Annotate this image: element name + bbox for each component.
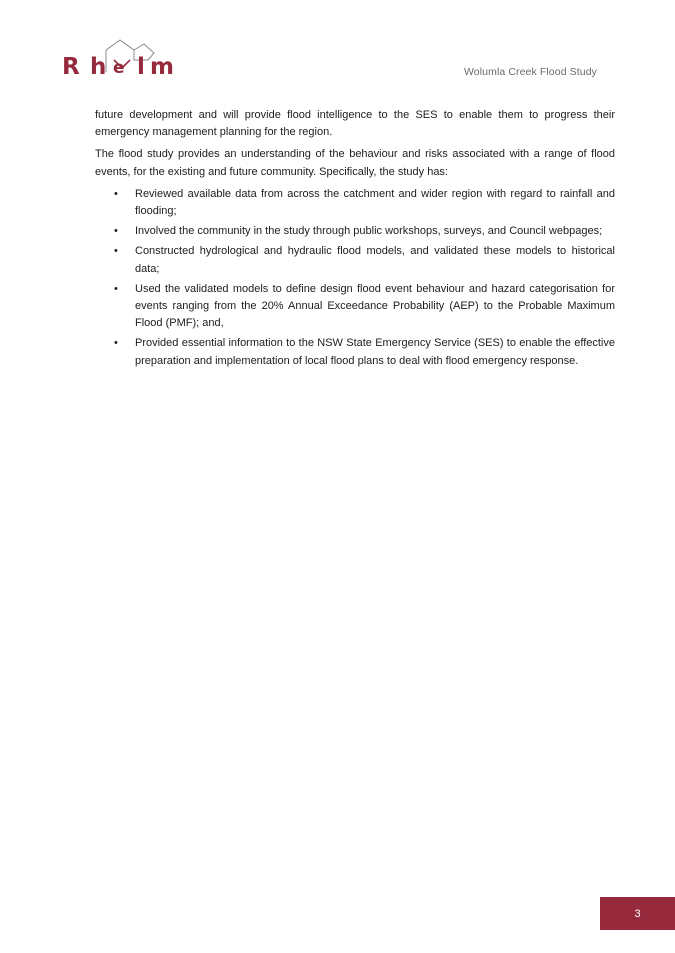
logo-letter-m: m <box>150 54 174 80</box>
logo-letter-e: e <box>113 58 125 78</box>
bullet-icon: • <box>114 225 118 238</box>
bullet-icon: • <box>114 245 118 258</box>
document-title: Wolumla Creek Flood Study <box>463 66 597 78</box>
logo-letter-l: l <box>137 54 145 80</box>
list-item-text: Used the validated models to define design flood event behaviour and hazard categorisation for events ranging from the 20% Annual Exceedance Probability (AEP) to the Probable Maximum Flood (PMF); and, <box>135 282 615 330</box>
list-item <box>95 335 615 369</box>
list-item-text: Involved the community in the study through public workshops, surveys, and Council webpages; <box>135 225 603 238</box>
bullet-icon: • <box>114 337 118 350</box>
logo-letter-h: h <box>90 54 107 80</box>
bullet-icon: • <box>114 282 118 295</box>
list-item <box>95 223 615 240</box>
bullet-icon: • <box>114 187 118 200</box>
bullet-list <box>95 186 615 370</box>
list-item-text: Provided essential information to the NSW State Emergency Service (SES) to enable the effective preparation and implementation of local flood plans to deal with flood emergency response. <box>135 337 615 367</box>
list-item <box>95 281 615 333</box>
paragraph: The flood study provides an understanding of the behaviour and risks associated with a range of flood events, for the existing and future community. Specifically, the study has: <box>95 148 615 178</box>
page-content <box>95 107 615 373</box>
logo-letter-r: R <box>62 54 80 80</box>
company-logo <box>60 36 180 80</box>
page-number-badge <box>600 897 675 930</box>
list-item <box>95 243 615 277</box>
list-item-text: Reviewed available data from across the catchment and wider region with regard to rainfall and flooding; <box>135 187 615 218</box>
paragraph: future development and will provide flood intelligence to the SES to enable them to progress their emergency management planning for the region. <box>95 109 615 139</box>
list-item-text: Constructed hydrological and hydraulic flood models, and validated these models to historical data; <box>135 245 615 275</box>
page-number: 3 <box>634 907 641 920</box>
list-item <box>95 186 615 220</box>
